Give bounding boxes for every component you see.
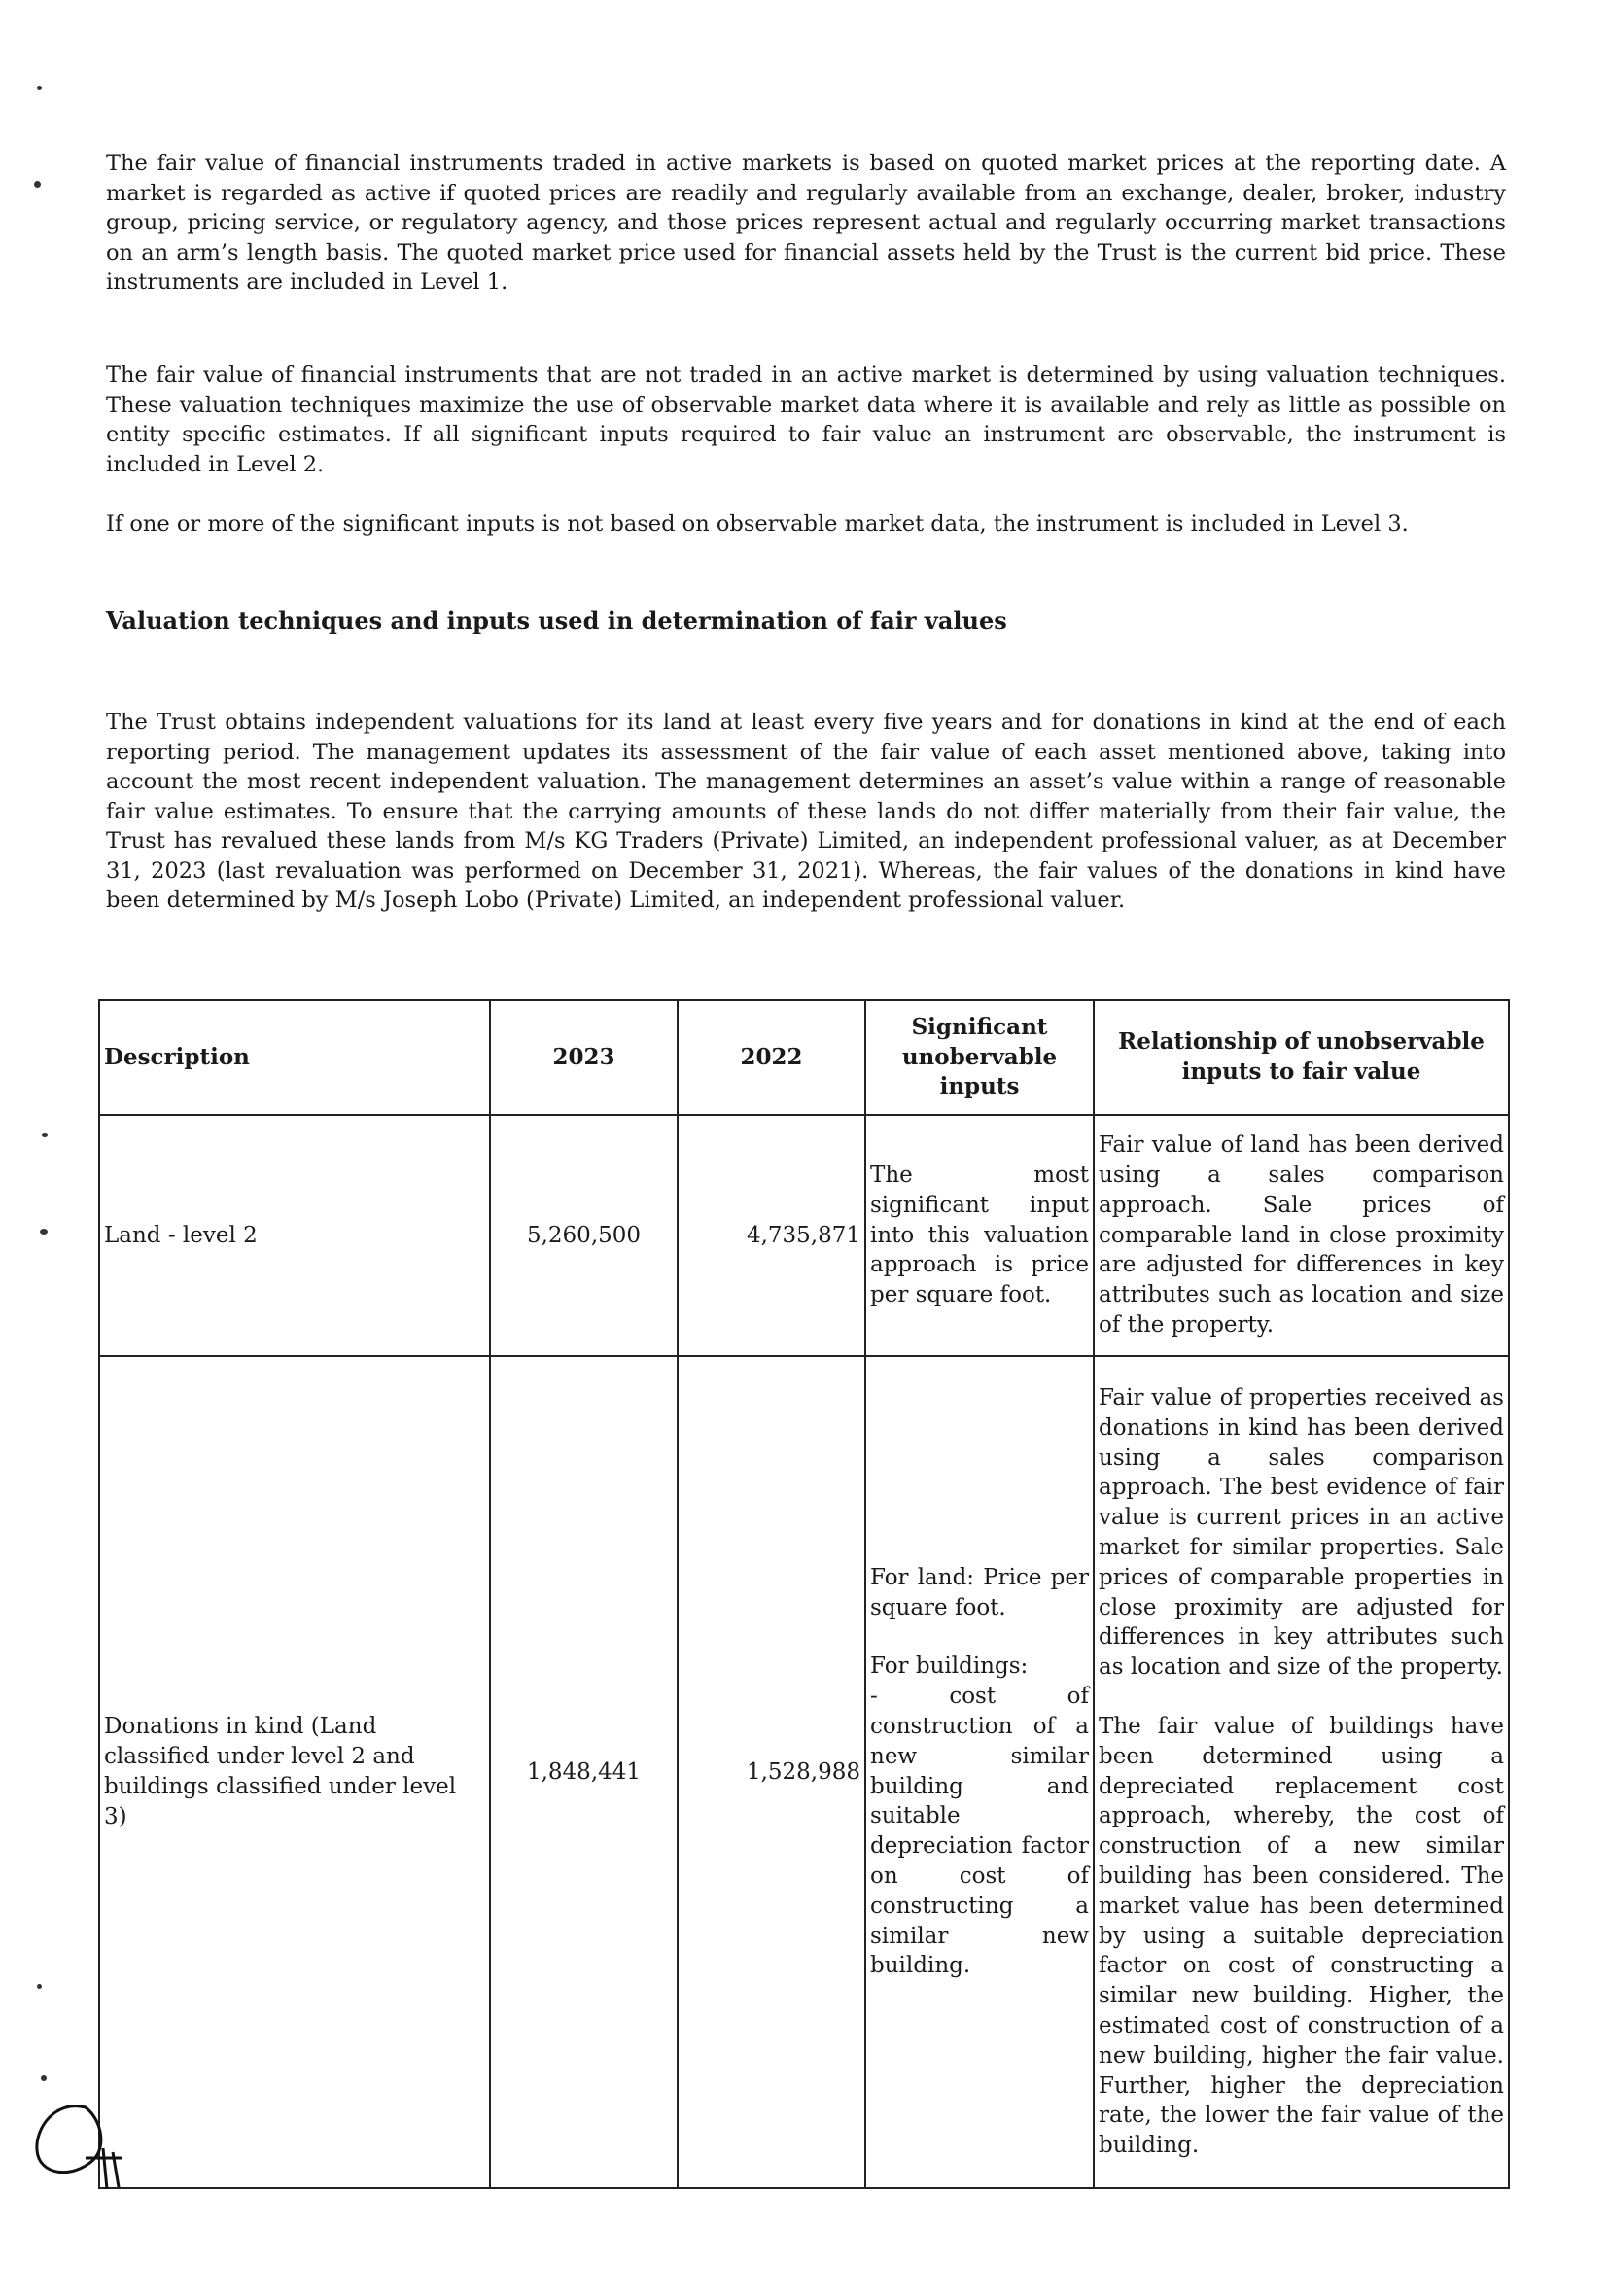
scan-mark [42, 1133, 48, 1137]
scan-mark [37, 1984, 42, 1989]
header-relationship: Relationship of unobservable inputs to fair value [1094, 1000, 1509, 1115]
table-row-donations [99, 1356, 1509, 2188]
row-land-description: Land - level 2 [99, 1115, 490, 1356]
table-header-row [99, 1000, 1509, 1115]
header-significant-inputs: Significant unobervable inputs [865, 1000, 1094, 1115]
row-donations-inputs [865, 1356, 1094, 2188]
row-donations-description: Donations in kind (Land classified under level 2 and buildings classified under level 3) [99, 1356, 490, 2188]
paragraph-level-3: If one or more of the significant inputs is not based on observable market data, the instrument is included in Level 3. [106, 511, 1409, 537]
section-heading: Valuation techniques and inputs used in determination of fair values [106, 607, 1007, 635]
paragraph-level-2: The fair value of financial instruments that are not traded in an active market is determined by using valuation techniques. These valuation techniques maximize the use of observable market data where it is available and rely as little as possible on entity specific estimates. If all significant inputs required to fair value an instrument are observable, the instrument is included in Level 2. [106, 363, 1506, 477]
row-land-inputs: The most significant input into this valuation approach is price per square foot. [865, 1115, 1094, 1356]
scan-mark [34, 181, 41, 188]
scan-mark [41, 2075, 47, 2081]
header-2023: 2023 [490, 1000, 678, 1115]
paragraph-valuations: The Trust obtains independent valuations for its land at least every five years and for donations in kind at the end of each reporting period. The management updates its assessment of the fair value of each asset mentioned above, taking into account the most recent independent valuation. The management determines an asset’s value within a range of reasonable fair value estimates. To ensure that the carrying amounts of these lands do not differ materially from their fair value, the Trust has revalued these lands from M/s KG Traders (Private) Limited, an independent professional valuer, as at December 31, 2023 (last revaluation was performed on December 31, 2021). Whereas, the fair values of the donations in kind have been determined by M/s Joseph Lobo (Private) Limited, an independent professional valuer. [106, 710, 1506, 913]
header-2022: 2022 [678, 1000, 865, 1115]
scan-mark [37, 86, 42, 90]
paragraph-level-1: The fair value of financial instruments traded in active markets is based on quoted market prices at the reporting date. A market is regarded as active if quoted prices are readily and regularly available from an exchange, dealer, broker, industry group, pricing service, or regulatory agency, and those prices represent actual and regularly occurring market transactions on an arm’s length basis. The quoted market price used for financial assets held by the Trust is the current bid price. These instruments are included in Level 1. [106, 151, 1506, 295]
header-description: Description [99, 1000, 490, 1115]
signature-initials [25, 2090, 132, 2197]
inputs-buildings-detail: - cost of construction of a new similar building and suitable depreciation factor on cost of constructing a similar new building. [870, 1684, 1089, 1979]
scan-mark [40, 1229, 48, 1235]
relationship-properties: Fair value of properties received as donations in kind has been derived using a sales comparison approach. The best evidence of fair value is current prices in an active market for similar properties. Sale prices of comparable properties in close proximity are adjusted for differences in key attributes such as location and size of the property. [1099, 1385, 1504, 1681]
row-land-2023: 5,260,500 [490, 1115, 678, 1356]
row-land-2022: 4,735,871 [678, 1115, 865, 1356]
row-donations-2022: 1,528,988 [678, 1356, 865, 2188]
fair-value-table [98, 999, 1510, 2189]
row-donations-relationship [1094, 1356, 1509, 2188]
table-row-land [99, 1115, 1509, 1356]
inputs-buildings-label: For buildings: [870, 1653, 1029, 1680]
row-donations-2023: 1,848,441 [490, 1356, 678, 2188]
row-land-relationship: Fair value of land has been derived using a sales comparison approach. Sale prices of comparable land in close proximity are adjusted for differences in key attributes such as location and size of the property. [1094, 1115, 1509, 1356]
relationship-buildings: The fair value of buildings have been determined using a depreciated replacement cost approach, whereby, the cost of construction of a new similar building has been considered. The market value has been determined by using a suitable depreciation factor on cost of constructing a similar new building. Higher, the estimated cost of construction of a new building, higher the fair value. Further, higher the depreciation rate, the lower the fair value of the building. [1099, 1714, 1504, 2159]
inputs-land: For land: Price per square foot. [870, 1564, 1089, 1620]
